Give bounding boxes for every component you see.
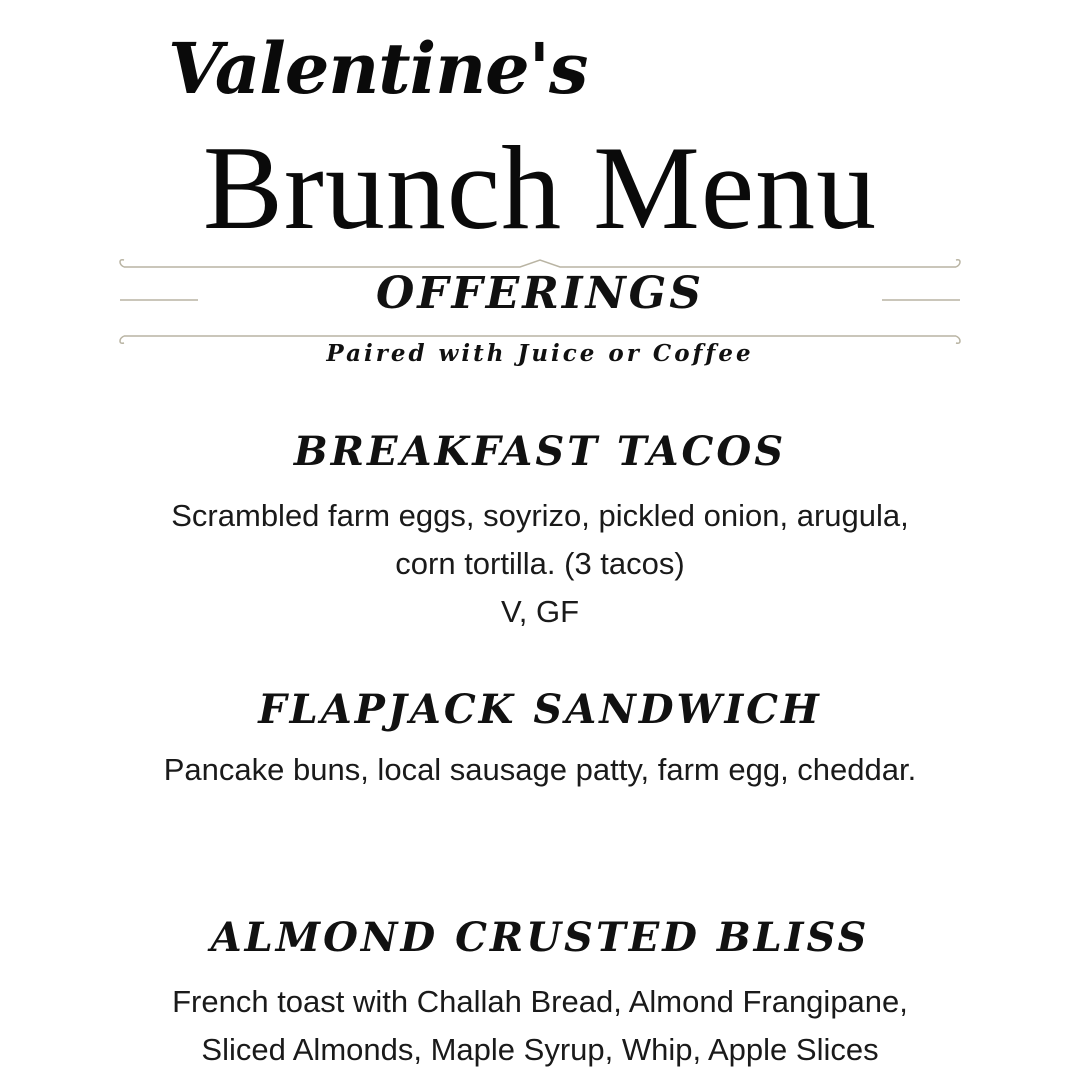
menu-item-name: FLAPJACK SANDWICH (258, 686, 822, 733)
description-line: Scrambled farm eggs, soyrizo, pickled onion, arugula, (171, 498, 909, 533)
menu-item-description (0, 746, 1080, 794)
menu-item-description (0, 492, 1080, 636)
description-line: corn tortilla. (3 tacos) (395, 546, 685, 581)
section-subheading: Paired with Juice or Coffee (326, 340, 754, 367)
description-line: Sliced Almonds, Maple Syrup, Whip, Apple Slices (201, 1032, 879, 1067)
menu-item (0, 686, 1080, 794)
menu-item (0, 428, 1080, 636)
description-line: Pancake buns, local sausage patty, farm egg, cheddar. (163, 752, 917, 787)
script-title: Valentine's (168, 27, 588, 110)
menu-item-description (0, 978, 1080, 1074)
section-heading: OFFERINGS (375, 268, 705, 319)
page-title: Brunch Menu (202, 121, 878, 254)
description-line: French toast with Challah Bread, Almond Frangipane, (172, 984, 908, 1019)
dietary-tags: V, GF (500, 594, 580, 629)
menu-item-name: BREAKFAST TACOS (293, 428, 787, 475)
menu-item (0, 914, 1080, 1074)
menu-item-name: ALMOND CRUSTED BLISS (210, 914, 870, 961)
